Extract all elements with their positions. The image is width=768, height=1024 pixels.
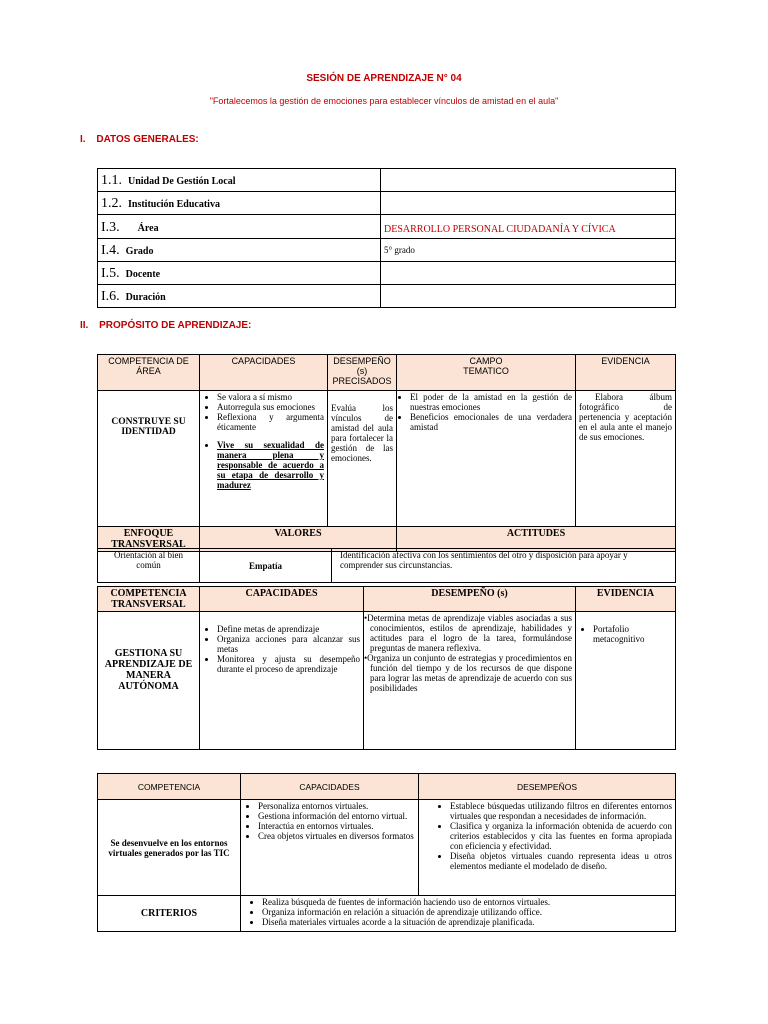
- capacidad-item: • Reflexiona y argumenta éticamente: [217, 412, 324, 432]
- datos-row-number: 1.2.: [101, 196, 122, 211]
- competencia-area-value: CONSTRUYE SU IDENTIDAD: [98, 391, 200, 527]
- competencia-transversal-value: GESTIONA SU APRENDIZAJE DE MANERA AUTÓNOMA: [98, 612, 200, 750]
- header-capacidades: CAPACIDADES: [200, 355, 328, 391]
- datos-row: [98, 192, 676, 215]
- bullet-icon: •: [364, 613, 368, 623]
- section-1-heading: [80, 134, 199, 145]
- datos-label-cell: [98, 192, 381, 215]
- datos-row-label: Docente: [125, 269, 161, 280]
- evidencia-value: Elabora álbum fotográfico de pertenencia y aceptación en el aula ante el manejo de sus emociones.: [576, 391, 676, 527]
- datos-row-label: Unidad De Gestión Local: [128, 176, 236, 187]
- criterios-cell: [241, 896, 676, 932]
- proposito-table: [97, 354, 676, 552]
- tic-desempeno-item: • Establece búsquedas utilizando filtros en diferentes entornos virtuales que respondan a necesidades de información.: [450, 801, 672, 821]
- datos-row-number: I.6.: [101, 289, 120, 304]
- criterio-item: • Diseña materiales virtuales acorde a la situación de aprendizaje planificada.: [262, 917, 672, 927]
- datos-value-cell: [381, 239, 676, 262]
- datos-value-cell: [381, 215, 676, 239]
- tic-capacidad-item: • Crea objetos virtuales en diversos formatos: [258, 831, 415, 841]
- capacidad-item: • Se valora a sí mismo: [217, 392, 324, 402]
- datos-row: [98, 169, 676, 192]
- tic-desempeno-item: • Diseña objetos virtuales cuando representa ideas u otros elementos mediante el modelado de diseño.: [450, 851, 672, 871]
- capacidades-transversal-cell: [200, 612, 364, 750]
- section-1-title: DATOS GENERALES:: [96, 134, 199, 145]
- desempeno-transversal-item: [364, 613, 572, 653]
- datos-row: [98, 285, 676, 308]
- tic-desempenos-list: [422, 801, 672, 871]
- capacidades-transversal-list: [203, 624, 360, 674]
- tic-capacidades-cell: [241, 800, 419, 896]
- datos-label-cell: [98, 239, 381, 262]
- tic-desempenos-cell: [419, 800, 676, 896]
- datos-value-cell: [381, 192, 676, 215]
- datos-value-cell: [381, 285, 676, 308]
- datos-row: [98, 239, 676, 262]
- campo-tematico-item: • El poder de la amistad en la gestión de nuestras emociones: [410, 392, 572, 412]
- datos-row-number: 1.1.: [101, 173, 122, 188]
- campo-tematico-cell: [397, 391, 576, 527]
- actitud-value: Identificación afectiva con los sentimientos del otro y disposición para apoyar y comprender sus circunstancias.: [332, 549, 676, 583]
- bullet-icon: •: [364, 653, 368, 663]
- datos-row-label: Institución Educativa: [128, 199, 220, 210]
- desempenos-transversal-list: [364, 613, 572, 693]
- competencia-transversal-table: [97, 586, 676, 750]
- header-evidencia-transversal: EVIDENCIA: [576, 587, 676, 612]
- header-evidencia: EVIDENCIA: [576, 355, 676, 391]
- section-1-number: I.: [80, 134, 86, 145]
- capacidad-transversal-item: • Organiza acciones para alcanzar sus metas: [217, 634, 360, 654]
- tic-header-desempenos: DESEMPEÑOS: [419, 774, 676, 800]
- tic-header-capacidades: CAPACIDADES: [241, 774, 419, 800]
- desempeno-transversal-text: Determina metas de aprendizaje viables asociadas a sus conocimientos, estilos de aprendizaje, habilidades y actitudes para el logro de la tarea, formulándose preguntas de manera reflexiva.: [367, 613, 572, 653]
- datos-row-value: DESARROLLO PERSONAL CIUDADANÍA Y CÍVICA: [384, 224, 616, 235]
- datos-row: [98, 262, 676, 285]
- valores-label: VALORES: [200, 527, 397, 552]
- header-desempeno-transversal: DESEMPEÑO (s): [364, 587, 576, 612]
- datos-label-cell: [98, 215, 381, 239]
- datos-row-number: I.3.: [101, 219, 120, 235]
- tic-table: [97, 773, 676, 932]
- datos-row-label: Duración: [125, 292, 166, 303]
- capacidad-transversal-item: • Define metas de aprendizaje: [217, 624, 360, 634]
- datos-row: [98, 215, 676, 239]
- tic-header-competencia: COMPETENCIA: [98, 774, 241, 800]
- campo-tematico-list: [400, 392, 572, 432]
- datos-value-cell: [381, 262, 676, 285]
- enfoque-row-table: [97, 548, 676, 583]
- evidencia-transversal-value: • Portafolio metacognitivo: [593, 624, 672, 644]
- tic-desempeno-item: • Clasifica y organiza la información obtenida de acuerdo con criterios establecidos y cita las fuentes en forma apropiada con eficiencia y efectividad.: [450, 821, 672, 851]
- datos-row-number: I.4.: [101, 243, 120, 258]
- header-desempeno: DESEMPEÑO (s) PRECISADOS: [328, 355, 397, 391]
- actitudes-label: ACTITUDES: [397, 527, 676, 552]
- datos-label-cell: [98, 262, 381, 285]
- datos-generales-table: [97, 168, 676, 308]
- capacidades-list: [203, 392, 324, 432]
- desempeno-transversal-text: Organiza un conjunto de estrategias y procedimientos en función del tiempo y de los recursos de que dispone para lograr las metas de aprendizaje de acuerdo con sus posibilidades: [367, 653, 572, 693]
- tic-capacidad-item: • Gestiona información del entorno virtual.: [258, 811, 415, 821]
- datos-row-label: Grado: [125, 246, 154, 257]
- header-campo-tematico: [397, 355, 576, 391]
- section-2-number: II.: [80, 320, 89, 331]
- tic-competencia-value: Se desenvuelve en los entornos virtuales generados por las TIC: [98, 800, 241, 896]
- header-competencia-area: COMPETENCIA DE ÁREA: [98, 355, 200, 391]
- tic-capacidad-item: • Interactúa en entornos virtuales.: [258, 821, 415, 831]
- capacidad-sexualidad: • Vive su sexualidad de manera plena y responsable de acuerdo a su etapa de desarrollo y madurez: [217, 440, 324, 490]
- valor-value: Empatía: [200, 549, 332, 583]
- datos-label-cell: [98, 169, 381, 192]
- section-2-title: PROPÓSITO DE APRENDIZAJE:: [99, 320, 252, 331]
- header-campo-line1: CAMPO: [469, 356, 503, 366]
- desempenos-transversal-cell: [364, 612, 576, 750]
- criterios-list: [244, 897, 672, 927]
- header-campo-line2: TEMATICO: [463, 366, 509, 376]
- header-capacidades-transversal: CAPACIDADES: [200, 587, 364, 612]
- tic-capacidad-item: • Personaliza entornos virtuales.: [258, 801, 415, 811]
- capacidad-transversal-item: • Monitorea y ajusta su desempeño durante el proceso de aprendizaje: [217, 654, 360, 674]
- criterios-label: CRITERIOS: [98, 896, 241, 932]
- header-competencia-transversal: COMPETENCIA TRANSVERSAL: [98, 587, 200, 612]
- orientacion-value: Orientación al bien común: [98, 549, 200, 583]
- campo-tematico-item: • Beneficios emocionales de una verdadera amistad: [410, 412, 572, 432]
- tic-capacidades-list: [244, 801, 415, 841]
- datos-value-cell: [381, 169, 676, 192]
- evidencia-transversal-cell: [576, 612, 676, 750]
- desempeno-value: Evalúa los vínculos de amistad del aula para fortalecer la gestión de las emociones.: [328, 391, 397, 527]
- criterio-item: • Realiza búsqueda de fuentes de información haciendo uso de entornos virtuales.: [262, 897, 672, 907]
- enfoque-transversal-label: ENFOQUE TRANSVERSAL: [98, 527, 200, 552]
- document-subtitle: "Fortalecemos la gestión de emociones para establecer vínculos de amistad en el aula": [209, 96, 559, 106]
- datos-label-cell: [98, 285, 381, 308]
- capacidades-cell: [200, 391, 328, 527]
- datos-row-label: Área: [137, 222, 159, 234]
- section-2-heading: [80, 320, 251, 331]
- datos-row-number: I.5.: [101, 266, 120, 281]
- document-title: SESIÓN DE APRENDIZAJE N° 04: [306, 73, 462, 84]
- criterio-item: • Organiza información en relación a situación de aprendizaje utilizando office.: [262, 907, 672, 917]
- datos-row-value: 5° grado: [384, 245, 415, 255]
- desempeno-transversal-item: [364, 653, 572, 693]
- capacidad-item: • Autorregula sus emociones: [217, 402, 324, 412]
